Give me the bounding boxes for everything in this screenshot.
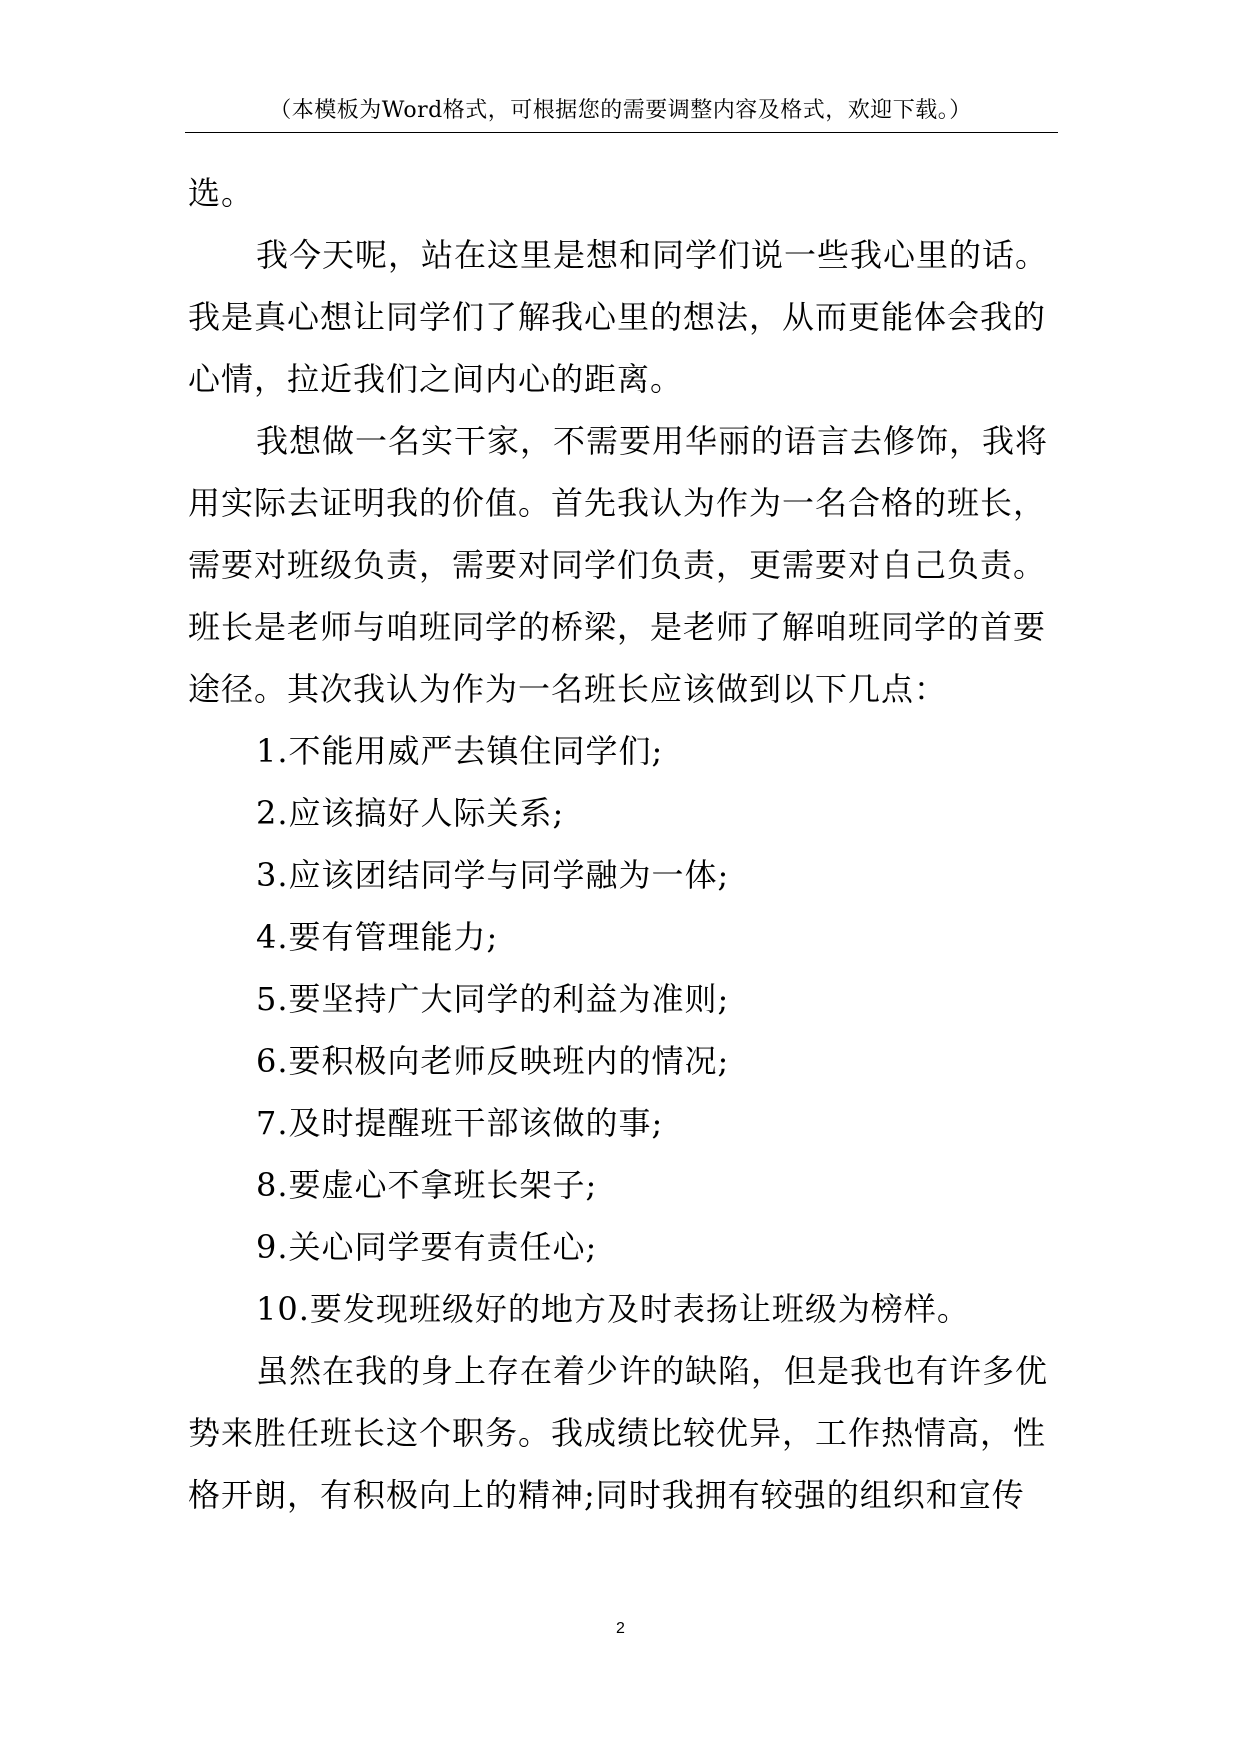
list-item: 8.要虚心不拿班长架子; [256,1166,598,1204]
paragraph-start-line: 虽然在我的身上存在着少许的缺陷，但是我也有许多优 [256,1352,1049,1390]
list-item: 7.及时提醒班干部该做的事; [256,1104,664,1142]
text-line: 势来胜任班长这个职务。我成绩比较优异，工作热情高，性 [188,1414,1047,1452]
page-number: 2 [616,1620,625,1637]
list-item: 4.要有管理能力; [256,918,499,956]
document-body [188,162,1058,1526]
paragraph-start-line: 我今天呢，站在这里是想和同学们说一些我心里的话。 [256,236,1049,274]
list-item: 5.要坚持广大同学的利益为准则; [256,980,730,1018]
text-line: 途径。其次我认为作为一名班长应该做到以下几点： [188,670,948,708]
text-line: 心情，拉近我们之间内心的距离。 [188,360,684,398]
list-item: 9.关心同学要有责任心; [256,1228,598,1266]
text-line: 需要对班级负责，需要对同学们负责，更需要对自己负责。 [188,546,1047,584]
text-line: 我是真心想让同学们了解我心里的想法，从而更能体会我的 [188,298,1047,336]
list-item: 10.要发现班级好的地方及时表扬让班级为榜样。 [256,1290,970,1328]
list-item: 1.不能用威严去镇住同学们; [256,732,664,770]
list-item: 2.应该搞好人际关系; [256,794,565,832]
paragraph-start-line: 我想做一名实干家，不需要用华丽的语言去修饰，我将 [256,422,1049,460]
text-line: 班长是老师与咱班同学的桥梁，是老师了解咱班同学的首要 [188,608,1047,646]
list-item: 3.应该团结同学与同学融为一体; [256,856,730,894]
page-header: （本模板为Word格式，可根据您的需要调整内容及格式，欢迎下载。） [269,98,972,123]
header-divider [185,132,1058,133]
text-line: 用实际去证明我的价值。首先我认为作为一名合格的班长， [188,484,1047,522]
list-item: 6.要积极向老师反映班内的情况; [256,1042,730,1080]
text-line: 格开朗，有积极向上的精神;同时我拥有较强的组织和宣传 [188,1476,1025,1514]
text-line: 选。 [188,174,255,212]
